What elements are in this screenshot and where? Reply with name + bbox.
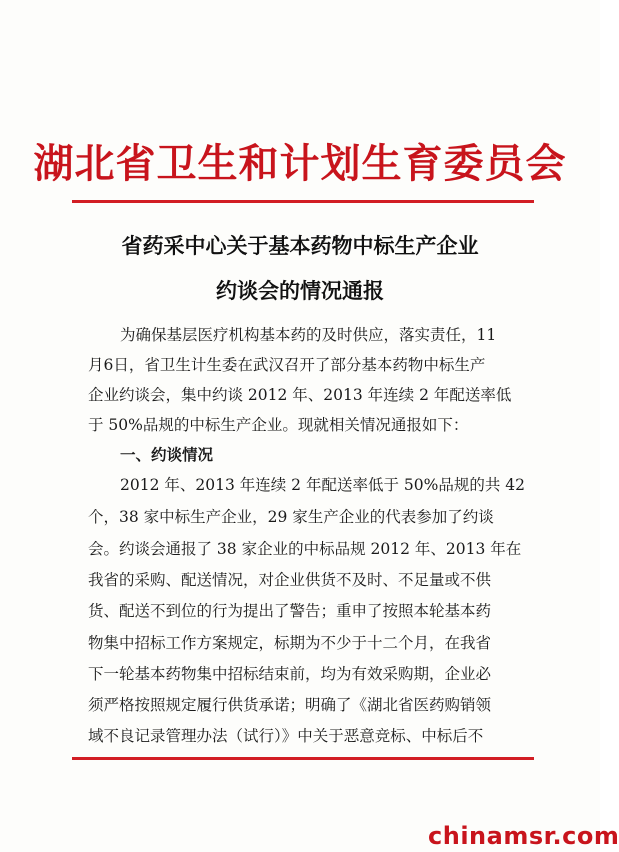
body-paragraph-line: 会。约谈会通报了 38 家企业的中标品规 2012 年、2013 年在 [88,540,522,558]
body-paragraph-line: 货、配送不到位的行为提出了警告；重申了按照本轮基本药 [88,602,492,620]
body-paragraph-line: 须严格按照规定履行供货承诺；明确了《湖北省医药购销领 [88,696,492,714]
document-title-line-1: 省药采中心关于基本药物中标生产企业 [121,234,479,258]
body-paragraph-line: 为确保基层医疗机构基本药的及时供应，落实责任，11 [120,326,497,344]
body-paragraph-line: 我省的采购、配送情况，对企业供货不及时、不足量或不供 [88,571,492,589]
body-paragraph-line: 2012 年、2013 年连续 2 年配送率低于 50%品规的共 42 [120,476,525,494]
letterhead-red-rule [72,200,534,203]
footer-red-rule [72,757,534,760]
body-paragraph-line: 下一轮基本药物集中招标结束前，均为有效采购期，企业必 [88,665,492,683]
body-paragraph-line: 个，38 家中标生产企业，29 家生产企业的代表参加了约谈 [88,508,494,526]
body-paragraph-line: 月6日，省卫生计生委在武汉召开了部分基本药物中标生产 [88,356,486,374]
document-title-line-2: 约谈会的情况通报 [216,279,384,303]
body-paragraph-line: 于 50%品规的中标生产企业。现就相关情况通报如下： [88,416,469,434]
body-paragraph-line: 物集中招标工作方案规定，标期为不少于十二个月，在我省 [88,634,492,652]
letterhead-organization: 湖北省卫生和计划生育委员会 [33,140,567,187]
watermark-text: chinamsr.com [428,822,619,850]
section-heading: 一、约谈情况 [120,446,214,464]
body-paragraph-line: 企业约谈会，集中约谈 2012 年、2013 年连续 2 年配送率低 [88,386,512,404]
body-paragraph-line: 域不良记录管理办法（试行）》中关于恶意竞标、中标后不 [88,727,484,745]
